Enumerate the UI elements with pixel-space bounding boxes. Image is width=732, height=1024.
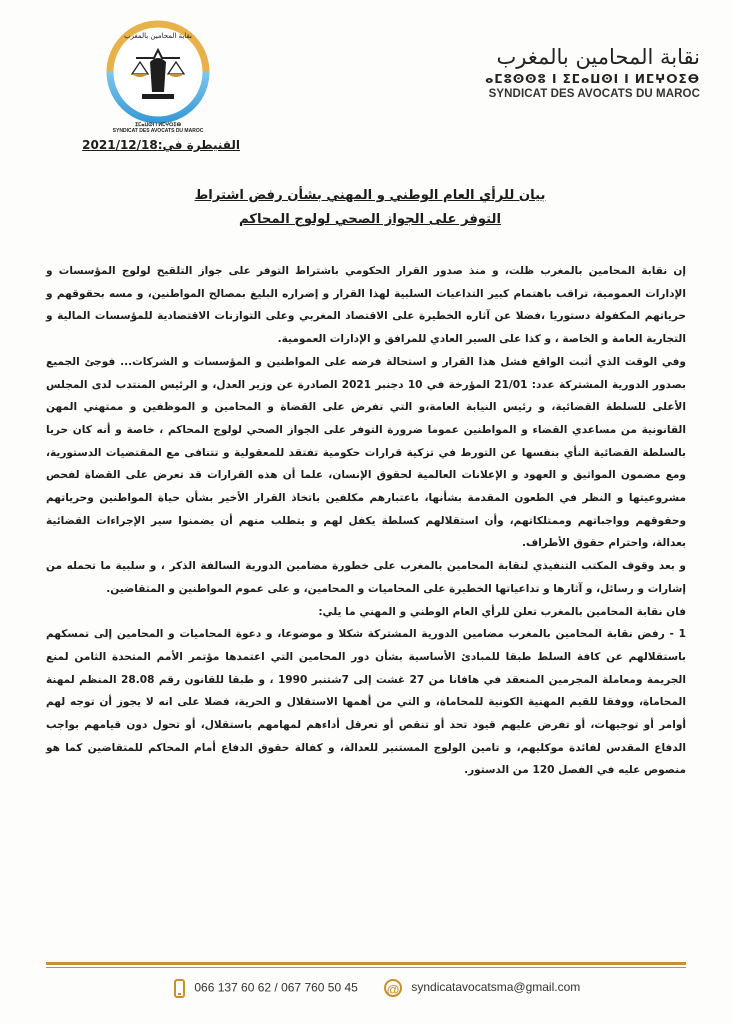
paragraph-3: و بعد وقوف المكتب التنفيذي لنقابة المحامين بالمغرب على خطورة مضامين الدورية السالفة الذكر ، و سلبية ما تحمله من إشارات و رسائل، و آثارها و تداعياتها الخطيرة على المحاميات و المحامين، و على عموم المواطنين و المتقاضين. (46, 560, 686, 595)
title-line-1: بيان للرأي العام الوطني و المهني بشأن رفض اشتراط (194, 188, 546, 203)
footer-divider-thin (46, 967, 686, 968)
paragraph-5: 1 - رفض نقابة المحامين بالمغرب مضامين الدورية المشتركة شكلا و موضوعا، و دعوة المحاميات و المحامين إلى تمسكهم باستقلالهم عن كافة السلط طبقا للمبادئ الأساسية بشأن دور المحامين التي اعتمدها مؤتمر الأمم المتحدة الثامن لمنع الجريمة ومعاملة المجرمين المنعقد في هافانا من 27 غشت إلى 7شتنبر 1990 ، و طبقا للقانون رقم 28.08 المنظم لمهنة المحاماة، ووفقا للقيم المهنية الكونية للمحاماة، و التي من أهمها الاستقلال و الحرية، فضلا على انه لا يجوز أن توجه لهم أوامر أو توجيهات، أو تفرض عليهم قيود تحد أو تنقص أو تعرقل أداءهم لمهامهم باستقلال، أو تحول دون قيامهم بواجب الدفاع المقدس لفائدة موكليهم، و تامين الولوج المستنير للعدالة، و كفالة حقوق الدفاع أمام المحاكم للمتقاضين كما هو منصوص عليه في الفصل 120 من الدستور. (46, 628, 686, 777)
syndicate-logo (104, 18, 212, 130)
paragraph-1: إن نقابة المحامين بالمغرب ظلت، و منذ صدور القرار الحكومي باشتراط التوفر على جواز التلقيح لولوج المؤسسات و الإدارات العمومية، تراقب باهتمام كبير التداعيات السلبية لهذا القرار و إضراره البليغ بمصالح المواطنين، و مسه بحقوقهم و حرياتهم المكفولة دستوريا ،فضلا عن آثاره الخطيرة على الاقتصاد المغربي وعلى التوازنات الاقتصادية للمؤسسات المالية و التجارية العامة و الخاصة ، و كذا على السير العادي للمرافق و الإدارات العمومية. (46, 265, 686, 346)
footer-email (378, 979, 580, 997)
paragraph-2: وفي الوقت الذي أثبت الواقع فشل هذا القرار و استحالة فرضه على المواطنين و المؤسسات و الشركات... فوجئ الجميع بصدور الدورية المشتركة عدد: 21/01 المؤرخة في 10 دجنبر 2021 الصادرة عن وزير العدل، و الرئيس المنتدب لدى المجلس الأعلى للسلطة القضائية، و رئيس النيابة العامة،و التي تفرض على القضاة و المحامين و الموظفين و ممتهني المهن القانونية من مساعدي القضاء و المواطنين عموما ضرورة التوفر على الجواز الصحي لولوج المحاكم ، خاصة و أنه كان حريا بالسلطة القضائية النأي بنفسها عن التورط في تزكية قرارات حكومية تفتقد للمعقولية و تتنافى مع المقتضيات الدستورية، ومع مضمون المواثيق و العهود و الإعلانات العالمية لحقوق الإنسان، علما أن هذه القرارات قد تعرض على القضاة لفحص مشروعيتها و النظر في الطعون المقدمة بشأنها، باعتبارهم مكلفين باتخاذ القرار الأخير بشأن حياة المواطنين وحرياتهم وحقوقهم وواجباتهم وممتلكاتهم، وأن استقلالهم كسلطة يكفل لهم و يتطلب منهم أن يضمنوا سير الإجراءات القضائية بعدالة، واحترام حقوق الأطراف. (46, 355, 686, 550)
logo-caption-tifinagh: ⵉⵎⴰⵡⵙⵏ ⵏ ⵍⵎⵖⵔⵉⴱ (134, 122, 182, 128)
logo-caption-french: SYNDICAT DES AVOCATS DU MAROC (112, 128, 204, 134)
phone-icon (174, 979, 185, 998)
email-at-icon: @ (384, 979, 402, 997)
logo-arc-text: نقابة المحامين بالمغرب (124, 32, 192, 40)
phone-numbers: 066 137 60 62 / 067 760 50 45 (194, 980, 358, 995)
brand-arabic: نقابة المحامين بالمغرب (496, 45, 700, 69)
brand-tifinagh: ⴰⵎⵓⵙⵙⵓ ⵏ ⵉⵎⴰⵡⵙⵏ ⵏ ⵍⵎⵖⵔⵉⴱ (485, 72, 700, 86)
footer-divider (46, 962, 686, 965)
statement-body (46, 260, 686, 782)
paragraph-4: فان نقابة المحامين بالمغرب تعلن للرأي العام الوطني و المهني ما يلي: (318, 605, 686, 618)
letterhead-brand (485, 44, 700, 100)
document-date: القنيطرة في:2021/12/18 (82, 138, 240, 152)
footer-phone (168, 979, 358, 998)
logo-caption (94, 122, 222, 134)
statement-title (120, 184, 620, 232)
scales-of-justice-icon (104, 18, 212, 126)
email-address[interactable]: syndicatavocatsma@gmail.com (411, 980, 581, 995)
brand-french: SYNDICAT DES AVOCATS DU MAROC (488, 88, 700, 100)
title-line-2: التوفر على الجواز الصحي لولوج المحاكم (238, 212, 502, 227)
